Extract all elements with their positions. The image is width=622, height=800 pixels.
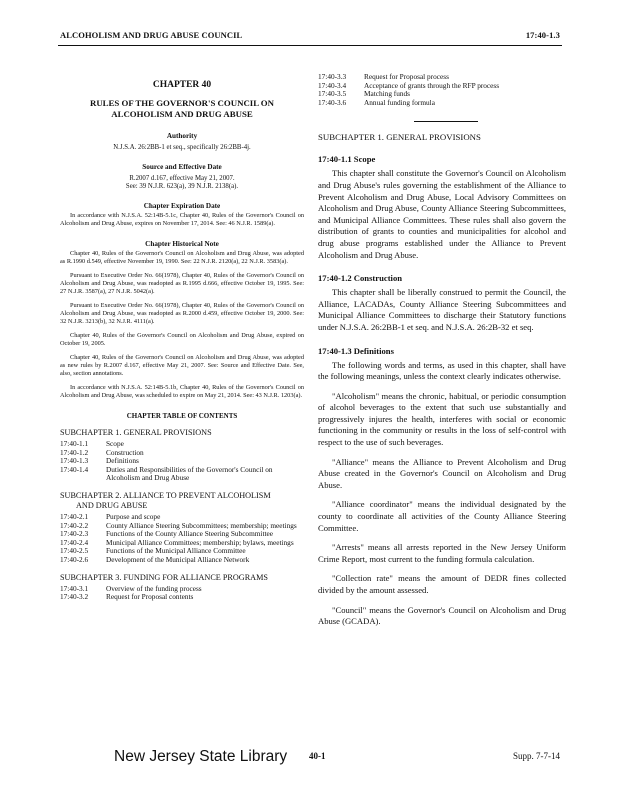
toc-list [60,513,304,565]
toc-subchapter-title: SUBCHAPTER 1. GENERAL PROVISIONS [60,428,212,437]
toc-entry[interactable]: 17:40-2.4 Municipal Alliance Committees; membership; bylaws, meetings [60,537,294,547]
header-title: ALCOHOLISM AND DRUG ABUSE COUNCIL [60,30,243,40]
section-divider [414,121,478,122]
toc-entry[interactable]: 17:40-1.1 Scope [60,439,124,448]
chapter-subtitle: RULES OF THE GOVERNOR'S COUNCIL ON ALCOHOLISM AND DRUG ABUSE [89,98,275,119]
expiration-heading: Chapter Expiration Date [143,202,221,210]
header-section-number: 17:40-1.3 [525,30,560,40]
page-footer [114,748,560,768]
chapter-title: CHAPTER 40 [152,80,212,90]
toc-entry[interactable]: 17:40-1.2 Construction [60,447,144,457]
definition-paragraph: "Alliance" means the Alliance to Prevent Alcoholism and Drug Abuse created in the Governor's Council on Alcoholism and Drug Abuse. [318,456,566,490]
history-note: Pursuant to Executive Order No. 66(1978), Chapter 40, Rules of the Governor's Council on Alcoholism and Drug Abuse, was readopted as R.2000 d.459, effective October 19, 2000. See: 32 N.J.R. 3213(b), 32 N.J.R. 4111(a). [60,302,304,325]
toc-entry[interactable]: 17:40-2.2 County Alliance Steering Subcommittees; membership; meetings [60,520,297,530]
toc-entry[interactable]: 17:40-1.4 Duties and Responsibilities of the Governor's Council on Alcoholism and Drug Abuse [60,464,273,483]
toc-list-continued [318,73,566,107]
definition-paragraph: "Arrests" means all arrests reported in the New Jersey Uniform Crime Report, most current to the funding formula calculation. [318,542,566,564]
definition-paragraph: "Collection rate" means the amount of DEDR fines collected divided by the amount assessed. [318,573,566,595]
history-heading: Chapter Historical Note [145,240,219,248]
toc-entry[interactable]: 17:40-2.3 Functions of the County Alliance Steering Subcommittee [60,529,273,539]
authority-text: N.J.S.A. 26:2BB-1 et seq., specifically 26:2BB-4j. [113,144,251,151]
source-heading: Source and Effective Date [142,163,222,171]
toc-entry[interactable]: 17:40-2.5 Functions of the Municipal Alliance Committee [60,546,246,556]
toc-entry[interactable]: 17:40-2.1 Purpose and scope [60,511,161,521]
left-column [60,68,304,602]
section-paragraph: This chapter shall be liberally construed to permit the Council, the Alliance, LACADAs, County Alliance Steering Subcommittees and Municipal Alliance Committees to discharge their Statutory functions under N.J.S.A. 26:2BB-1 et seq. and N.J.S.A. 26:2B-32 et seq. [318,287,566,332]
toc-entry[interactable]: 17:40-1.3 Definitions [60,456,139,466]
toc-subchapter-title: SUBCHAPTER 3. FUNDING FOR ALLIANCE PROGRAMS [60,572,268,582]
page-number: 40-1 [309,751,326,761]
history-note: Chapter 40, Rules of the Governor's Council on Alcoholism and Drug Abuse, was adopted as new rules by R.2007 d.167, effective May 21, 2007. See: Source and Effective Date. See, also, section annotations. [60,354,304,377]
right-column [318,73,566,628]
toc-entry[interactable]: 17:40-2.6 Development of the Municipal Alliance Network [60,554,250,564]
section-paragraph: This chapter shall constitute the Governor's Council on Alcoholism and Drug Abuse's rules governing the establishment of the Alliance to Prevent Alcoholism and Drug Abuse, Local Advisory Committees on Alcoholism and Drug Abuse, County Alliance Steering Subcommittees, and Municipal Alliance Committees. These rules shall also govern the distribution of grants to counties and municipalities for alcohol and drug abuse programs established under the Alliance to Prevent Alcoholism and Drug Abuse. [318,168,566,260]
supplement-date: Supp. 7-7-14 [513,751,560,761]
history-note: Chapter 40, Rules of the Governor's Council on Alcoholism and Drug Abuse, was adopted as R.1990 d.549, effective November 19, 1990. See: 22 N.J.R. 2120(a), 22 N.J.R. 3583(a). [60,250,304,265]
history-note: Chapter 40, Rules of the Governor's Council on Alcoholism and Drug Abuse, expired on October 19, 2005. [60,332,304,347]
definition-paragraph: "Alliance coordinator" means the individual designated by the county to coordinate all activities of the County Alliance Steering Committee. [318,499,566,533]
toc-list [60,585,304,602]
toc-entry[interactable]: 17:40-3.4 Acceptance of grants through the RFP process [318,80,500,90]
toc-entry[interactable]: 17:40-3.5 Matching funds [318,89,411,99]
toc-entry[interactable]: 17:40-3.1 Overview of the funding process [60,583,202,593]
history-note: In accordance with N.J.S.A. 52:14B-5.1b, Chapter 40, Rules of the Governor's Council on Alcoholism and Drug Abuse, was scheduled to expire on May 21, 2014. See: 43 N.J.R. 1203(a). [60,384,304,399]
section-heading-definitions: 17:40-1.3 Definitions [318,345,394,356]
toc-entry[interactable]: 17:40-3.3 Request for Proposal process [318,72,449,81]
section-heading-construction: 17:40-1.2 Construction [318,273,403,284]
header-rule [58,45,562,46]
toc-entry[interactable]: 17:40-3.2 Request for Proposal contents [60,592,194,602]
toc-heading: CHAPTER TABLE OF CONTENTS [126,412,238,420]
toc-subchapter-title: SUBCHAPTER 2. ALLIANCE TO PREVENT ALCOHOLISM AND DRUG ABUSE [60,490,271,510]
library-name: New Jersey State Library [114,748,288,765]
toc-entry[interactable]: 17:40-3.6 Annual funding formula [318,97,435,107]
source-line-1: R.2007 d.167, effective May 21, 2007. [129,175,235,182]
running-header [60,30,560,44]
authority-heading: Authority [166,132,198,140]
section-paragraph: The following words and terms, as used in this chapter, shall have the following meanings, unless the context clearly indicates otherwise. [318,359,566,382]
subchapter-heading: SUBCHAPTER 1. GENERAL PROVISIONS [318,132,481,143]
history-note: Pursuant to Executive Order No. 66(1978), Chapter 40, Rules of the Governor's Council on Alcoholism and Drug Abuse, was readopted as R.1995 d.666, effective October 19, 1995. See: 27 N.J.R. 3587(a), 27 N.J.R. 5042(a). [60,272,304,295]
section-heading-scope: 17:40-1.1 Scope [318,154,376,165]
source-line-2: See: 39 N.J.R. 623(a), 39 N.J.R. 2138(a). [125,183,239,190]
definition-paragraph: "Alcoholism" means the chronic, habitual, or periodic consumption of alcohol beverages to the extent that such use substantially and progressively injures the health, interferes with social or economic functioning in the community or results in the loss of self-control with respect to the use of such beverages. [318,390,566,448]
definition-paragraph: "Council" means the Governor's Council on Alcoholism and Drug Abuse (GCADA). [318,604,566,627]
expiration-text: In accordance with N.J.S.A. 52:14B-5.1c, Chapter 40, Rules of the Governor's Council on Alcoholism and Drug Abuse, expires on November 17, 2014. See: 46 N.J.R. 1589(a). [60,212,304,227]
toc-list [60,440,304,483]
